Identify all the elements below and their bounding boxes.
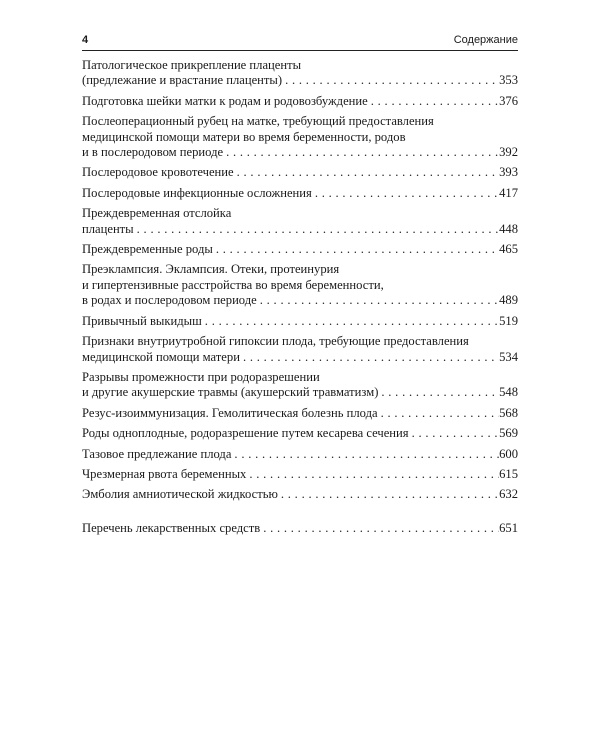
toc-entry-title-line: (предлежание и врастание плаценты) [82,73,283,88]
toc-entry [82,334,518,370]
toc-page-number: 465 [499,242,518,257]
toc-entry [82,58,518,94]
toc-entry-last-line [82,165,518,180]
toc-page-number: 489 [499,293,518,308]
toc-entry-last-line [82,314,518,329]
toc-page-number: 651 [499,520,518,535]
toc-entry-last-line [82,426,518,441]
toc-entry-title-line: Резус-изоиммунизация. Гемолитическая болезнь плода [82,405,378,420]
toc-entry-title-line: в родах и послеродовом периоде [82,293,257,308]
toc-entry-last-line [82,73,518,88]
toc-entry-last-line [82,467,518,482]
toc-entry-title-line: Роды одноплодные, родоразрешение путем кесарева сечения [82,426,409,441]
dot-leader [378,406,500,421]
toc-entry-title-line: Разрывы промежности при родоразрешении [82,369,320,384]
section-title: Содержание [453,34,518,46]
toc-entry [82,314,518,334]
toc-entry-last-line [82,521,518,536]
toc-entry [82,186,518,206]
toc-entry-last-line [82,145,518,160]
toc-entry-last-line [82,406,518,421]
header-rule [82,50,518,51]
toc-entry-title-line: Признаки внутриутробной гипоксии плода, требующие предоставления [82,334,469,349]
toc-page-number: 534 [499,349,518,364]
toc-entry-title-line: Чрезмерная рвота беременных [82,466,247,481]
toc-entry-title-line: Преэклампсия. Эклампсия. Отеки, протеинурия [82,262,340,277]
toc-page-number: 417 [499,185,518,200]
dot-leader [282,73,499,88]
toc-page-number: 393 [499,165,518,180]
dot-leader [278,487,499,502]
toc-entry [82,447,518,467]
dot-leader [368,94,499,109]
toc-entry-last-line [82,242,518,257]
toc-entry-last-line [82,222,518,237]
dot-leader [257,293,499,308]
toc-page-number: 376 [499,93,518,108]
toc-entry [82,467,518,487]
toc-entry [82,242,518,262]
toc-entry-title-line: и другие акушерские травмы (акушерский травматизм) [82,385,379,400]
dot-leader [312,186,499,201]
toc-entry-title-line: и в послеродовом периоде [82,145,224,160]
toc-entry-title-line: Послеродовые инфекционные осложнения [82,185,312,200]
toc-entry-title-line: Привычный выкидыш [82,313,202,328]
toc-entry [82,114,518,165]
dot-leader [213,242,499,257]
toc-entry-title-line: Послеродовое кровотечение [82,165,234,180]
toc-entry-last-line [82,385,518,400]
dot-leader [240,350,499,365]
toc-page-number: 448 [499,221,518,236]
toc-entry [82,206,518,242]
toc-entry [82,487,518,507]
dot-leader [234,165,499,180]
dot-leader [378,385,499,400]
toc-page-number: 392 [499,145,518,160]
toc-entry-last-line [82,487,518,502]
toc-entry-title-line: Тазовое предлежание плода [82,446,232,461]
dot-leader [134,222,499,237]
toc-entry-last-line [82,293,518,308]
toc-entry-title-line: Послеоперационный рубец на матке, требующий предоставления [82,114,434,129]
dot-leader [202,314,499,329]
toc-entry-title-line: медицинской помощи матери во время беременности, родов [82,129,406,144]
toc-entry-title-line: и гипертензивные расстройства во время беременности, [82,277,384,292]
toc-page-number: 632 [499,487,518,502]
running-head [82,33,518,47]
toc-page-number: 568 [499,405,518,420]
toc-entry-last-line [82,186,518,201]
toc-entry [82,406,518,426]
toc-page-number: 519 [499,313,518,328]
toc-entry-last-line [82,350,518,365]
toc-entry-last-line [82,447,518,462]
dot-leader [409,426,500,441]
toc-entry-title-line: Преждевременная отслойка [82,206,232,221]
toc-entry [82,521,518,541]
toc-entry-last-line [82,94,518,109]
toc-page-number: 353 [499,73,518,88]
toc-entry [82,262,518,313]
toc-entry-title-line: Эмболия амниотической жидкостью [82,487,278,502]
page-number: 4 [82,34,89,46]
toc-entry [82,426,518,446]
dot-leader [246,467,499,482]
dot-leader [231,447,499,462]
table-of-contents [82,58,518,541]
dot-leader [260,521,499,536]
toc-page-number: 548 [499,385,518,400]
toc-entry-title-line: плаценты [82,221,134,236]
toc-entry-title-line: Преждевременные роды [82,242,213,257]
toc-page-number: 569 [499,426,518,441]
toc-entry [82,94,518,114]
toc-page-number: 615 [499,466,518,481]
toc-page-number: 600 [499,446,518,461]
toc-entry-title-line: медицинской помощи матери [82,349,240,364]
toc-entry [82,370,518,406]
toc-entry-title-line: Подготовка шейки матки к родам и родовозбуждение [82,93,368,108]
toc-entry-title-line: Перечень лекарственных средств [82,520,261,535]
dot-leader [223,145,499,160]
toc-entry [82,165,518,185]
toc-entry-title-line: Патологическое прикрепление плаценты [82,58,302,72]
